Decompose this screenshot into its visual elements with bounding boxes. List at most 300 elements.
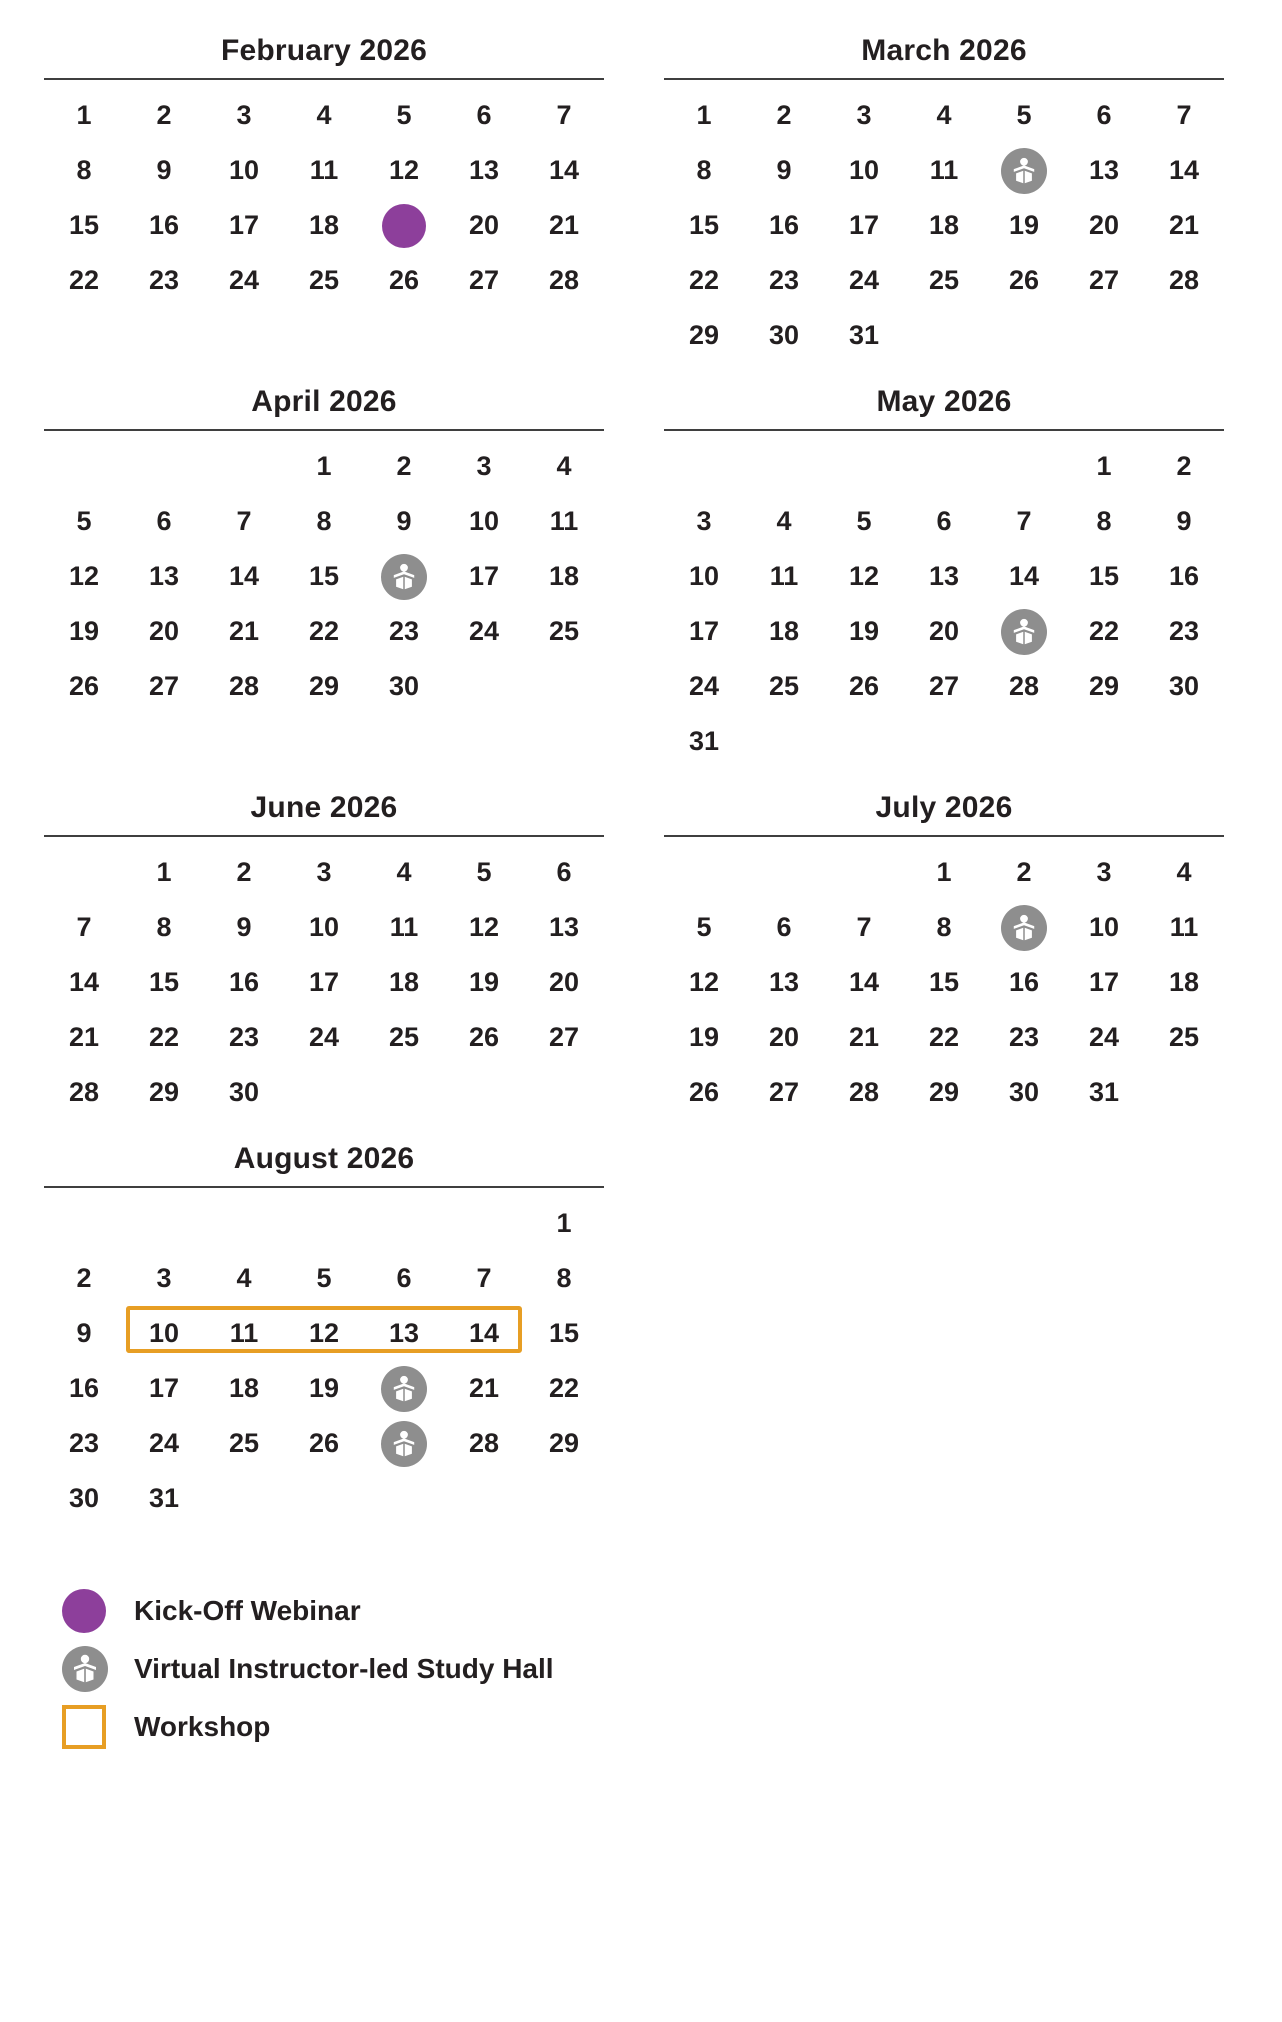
day-cell-1: 1	[696, 100, 712, 130]
day-cell-empty	[744, 714, 824, 769]
study-hall-icon	[1001, 609, 1047, 655]
workshop-icon	[48, 1705, 134, 1749]
day-cell-14: 14	[848, 967, 880, 997]
day-cell-13: 13	[1088, 155, 1120, 185]
day-cell-19[interactable]	[364, 198, 444, 253]
day-cell-11: 11	[309, 155, 339, 185]
day-cell-10: 10	[308, 912, 340, 942]
day-cell-6: 6	[1096, 100, 1112, 130]
day-cell-empty	[444, 1471, 524, 1526]
day-cell-empty	[444, 659, 524, 714]
day-cell-30: 30	[768, 320, 800, 350]
day-cell-26: 26	[68, 671, 100, 701]
day-cell-22: 22	[928, 1022, 960, 1052]
day-cell-22: 22	[148, 1022, 180, 1052]
month-title: May 2026	[876, 385, 1012, 418]
week-row	[44, 1065, 604, 1120]
study-hall-icon	[1001, 905, 1047, 951]
week-row	[44, 1306, 604, 1361]
month-divider	[44, 835, 604, 837]
month-divider	[44, 1186, 604, 1188]
day-cell-9: 9	[156, 155, 172, 185]
day-cell-24: 24	[848, 265, 880, 295]
day-cell-6: 6	[556, 857, 572, 887]
legend-label-workshop: Workshop	[134, 1711, 271, 1742]
day-cell-6: 6	[936, 506, 952, 536]
day-cell-26: 26	[468, 1022, 500, 1052]
legend-item-workshop	[48, 1698, 1238, 1756]
day-cell-6: 6	[156, 506, 172, 536]
week-row	[664, 143, 1224, 198]
study-hall-icon	[381, 1421, 427, 1467]
day-cell-12[interactable]	[984, 143, 1064, 198]
day-cell-24: 24	[148, 1428, 180, 1458]
day-cell-23: 23	[68, 1428, 100, 1458]
day-cell-5: 5	[76, 506, 92, 536]
day-cell-10: 10	[148, 1318, 180, 1348]
week-row	[44, 955, 604, 1010]
day-cell-19: 19	[468, 967, 500, 997]
legend-item-study-hall	[48, 1640, 1238, 1698]
day-cell-empty	[1064, 308, 1144, 363]
month-days-table	[44, 1196, 604, 1526]
day-cell-28: 28	[548, 265, 580, 295]
day-cell-26: 26	[848, 671, 880, 701]
day-cell-empty	[904, 439, 984, 494]
day-cell-15: 15	[548, 1318, 580, 1348]
day-cell-7: 7	[856, 912, 872, 942]
month-march-2026	[664, 34, 1224, 363]
day-cell-19: 19	[688, 1022, 720, 1052]
week-row	[664, 549, 1224, 604]
month-days-table	[44, 845, 604, 1120]
day-cell-13: 13	[768, 967, 800, 997]
week-row	[44, 900, 604, 955]
day-cell-27: 27	[1088, 265, 1120, 295]
day-cell-14: 14	[468, 1318, 500, 1348]
week-row	[44, 1471, 604, 1526]
day-cell-empty	[524, 1471, 604, 1526]
day-cell-12: 12	[688, 967, 720, 997]
month-divider	[44, 429, 604, 431]
day-cell-empty	[1064, 714, 1144, 769]
week-row	[664, 88, 1224, 143]
day-cell-18: 18	[388, 967, 420, 997]
day-cell-empty	[744, 845, 824, 900]
day-cell-20: 20	[468, 210, 500, 240]
week-row	[44, 143, 604, 198]
day-cell-16: 16	[148, 210, 180, 240]
day-cell-empty	[204, 1471, 284, 1526]
day-cell-1: 1	[316, 451, 332, 481]
day-cell-14: 14	[1168, 155, 1200, 185]
day-cell-24: 24	[688, 671, 720, 701]
day-cell-16: 16	[768, 210, 800, 240]
month-july-2026	[664, 791, 1224, 1120]
day-cell-11: 11	[389, 912, 419, 942]
month-days-table	[44, 439, 604, 714]
day-cell-30: 30	[68, 1483, 100, 1513]
day-cell-empty	[904, 308, 984, 363]
day-cell-empty	[364, 1196, 444, 1251]
day-cell-23: 23	[228, 1022, 260, 1052]
day-cell-27: 27	[928, 671, 960, 701]
day-cell-empty	[1144, 1065, 1224, 1120]
day-cell-27[interactable]	[364, 1416, 444, 1471]
day-cell-18: 18	[768, 616, 800, 646]
kickoff-webinar-marker[interactable]	[382, 204, 426, 248]
day-cell-3: 3	[316, 857, 332, 887]
day-cell-10: 10	[468, 506, 500, 536]
day-cell-15: 15	[1088, 561, 1120, 591]
day-cell-empty	[284, 1065, 364, 1120]
day-cell-17: 17	[1088, 967, 1120, 997]
day-cell-7: 7	[476, 1263, 492, 1293]
week-row	[664, 253, 1224, 308]
day-cell-empty	[664, 439, 744, 494]
week-row	[664, 659, 1224, 714]
day-cell-24: 24	[1088, 1022, 1120, 1052]
day-cell-empty	[744, 439, 824, 494]
day-cell-4: 4	[556, 451, 572, 481]
day-cell-9: 9	[396, 506, 412, 536]
day-cell-22: 22	[308, 616, 340, 646]
day-cell-28: 28	[1168, 265, 1200, 295]
day-cell-7: 7	[236, 506, 252, 536]
day-cell-25: 25	[388, 1022, 420, 1052]
day-cell-12: 12	[68, 561, 100, 591]
day-cell-28: 28	[68, 1077, 100, 1107]
day-cell-empty	[124, 439, 204, 494]
day-cell-10: 10	[848, 155, 880, 185]
study-hall-icon	[1001, 148, 1047, 194]
day-cell-22: 22	[1088, 616, 1120, 646]
day-cell-5: 5	[316, 1263, 332, 1293]
day-cell-empty	[204, 439, 284, 494]
day-cell-8: 8	[696, 155, 712, 185]
month-august-2026	[44, 1142, 604, 1526]
day-cell-12: 12	[468, 912, 500, 942]
day-cell-13: 13	[148, 561, 180, 591]
week-row	[44, 88, 604, 143]
day-cell-empty	[984, 439, 1064, 494]
day-cell-16: 16	[1168, 561, 1200, 591]
day-cell-13: 13	[548, 912, 580, 942]
study-hall-icon	[48, 1646, 134, 1692]
day-cell-30: 30	[228, 1077, 260, 1107]
day-cell-8: 8	[316, 506, 332, 536]
week-row	[664, 1065, 1224, 1120]
day-cell-empty	[284, 1471, 364, 1526]
day-cell-8: 8	[936, 912, 952, 942]
day-cell-17: 17	[308, 967, 340, 997]
day-cell-empty	[364, 1471, 444, 1526]
study-hall-icon	[381, 554, 427, 600]
day-cell-empty	[204, 1196, 284, 1251]
day-cell-19: 19	[308, 1373, 340, 1403]
day-cell-5: 5	[396, 100, 412, 130]
month-title: August 2026	[233, 1142, 415, 1175]
day-cell-empty	[824, 439, 904, 494]
day-cell-7: 7	[1176, 100, 1192, 130]
day-cell-8: 8	[156, 912, 172, 942]
day-cell-2: 2	[776, 100, 792, 130]
day-cell-20[interactable]	[364, 1361, 444, 1416]
day-cell-empty	[1144, 308, 1224, 363]
day-cell-19: 19	[68, 616, 100, 646]
month-june-2026	[44, 791, 604, 1120]
day-cell-2: 2	[76, 1263, 92, 1293]
week-row	[44, 494, 604, 549]
month-title: June 2026	[250, 791, 398, 824]
day-cell-21: 21	[1168, 210, 1200, 240]
day-cell-24: 24	[228, 265, 260, 295]
day-cell-29: 29	[548, 1428, 580, 1458]
day-cell-13: 13	[388, 1318, 420, 1348]
week-row	[664, 439, 1224, 494]
day-cell-31: 31	[688, 726, 720, 756]
legend	[44, 1582, 1238, 1756]
day-cell-18: 18	[928, 210, 960, 240]
day-cell-8: 8	[76, 155, 92, 185]
day-cell-empty	[524, 1065, 604, 1120]
day-cell-5: 5	[856, 506, 872, 536]
day-cell-12: 12	[388, 155, 420, 185]
day-cell-27: 27	[468, 265, 500, 295]
day-cell-22: 22	[688, 265, 720, 295]
day-cell-28: 28	[468, 1428, 500, 1458]
day-cell-28: 28	[228, 671, 260, 701]
week-row	[664, 494, 1224, 549]
day-cell-9: 9	[1176, 506, 1192, 536]
day-cell-14: 14	[68, 967, 100, 997]
day-cell-empty	[44, 1196, 124, 1251]
day-cell-21: 21	[548, 210, 580, 240]
day-cell-2: 2	[396, 451, 412, 481]
day-cell-11: 11	[929, 155, 959, 185]
day-cell-29: 29	[308, 671, 340, 701]
day-cell-13: 13	[928, 561, 960, 591]
day-cell-empty	[1144, 714, 1224, 769]
day-cell-15: 15	[688, 210, 720, 240]
day-cell-20: 20	[768, 1022, 800, 1052]
day-cell-18: 18	[228, 1373, 260, 1403]
week-row	[664, 308, 1224, 363]
day-cell-11: 11	[769, 561, 799, 591]
day-cell-empty	[984, 308, 1064, 363]
legend-label-kickoff-webinar: Kick-Off Webinar	[134, 1595, 361, 1626]
day-cell-22: 22	[548, 1373, 580, 1403]
day-cell-2: 2	[156, 100, 172, 130]
day-cell-31: 31	[1088, 1077, 1120, 1107]
day-cell-24: 24	[308, 1022, 340, 1052]
day-cell-2: 2	[1016, 857, 1032, 887]
day-cell-30: 30	[1168, 671, 1200, 701]
week-row	[44, 439, 604, 494]
day-cell-16[interactable]	[364, 549, 444, 604]
day-cell-5: 5	[476, 857, 492, 887]
day-cell-21[interactable]	[984, 604, 1064, 659]
month-april-2026	[44, 385, 604, 769]
day-cell-29: 29	[148, 1077, 180, 1107]
day-cell-29: 29	[928, 1077, 960, 1107]
week-row	[44, 604, 604, 659]
day-cell-27: 27	[548, 1022, 580, 1052]
day-cell-19: 19	[848, 616, 880, 646]
legend-item-kickoff-webinar	[48, 1582, 1238, 1640]
day-cell-empty	[904, 714, 984, 769]
day-cell-26: 26	[1008, 265, 1040, 295]
day-cell-3: 3	[1096, 857, 1112, 887]
day-cell-4: 4	[396, 857, 412, 887]
month-february-2026	[44, 34, 604, 363]
day-cell-17: 17	[848, 210, 880, 240]
day-cell-30: 30	[388, 671, 420, 701]
day-cell-1: 1	[556, 1208, 572, 1238]
day-cell-8: 8	[1096, 506, 1112, 536]
day-cell-9: 9	[236, 912, 252, 942]
day-cell-15: 15	[928, 967, 960, 997]
day-cell-17: 17	[468, 561, 500, 591]
day-cell-25: 25	[768, 671, 800, 701]
week-row	[664, 714, 1224, 769]
day-cell-15: 15	[308, 561, 340, 591]
day-cell-24: 24	[468, 616, 500, 646]
month-days-table	[664, 439, 1224, 769]
day-cell-30: 30	[1008, 1077, 1040, 1107]
day-cell-25: 25	[1168, 1022, 1200, 1052]
day-cell-2: 2	[236, 857, 252, 887]
month-days-table	[664, 88, 1224, 363]
day-cell-18: 18	[548, 561, 580, 591]
month-divider	[664, 429, 1224, 431]
day-cell-21: 21	[848, 1022, 880, 1052]
day-cell-empty	[44, 845, 124, 900]
day-cell-29: 29	[1088, 671, 1120, 701]
day-cell-3: 3	[476, 451, 492, 481]
week-row	[664, 955, 1224, 1010]
day-cell-empty	[364, 1065, 444, 1120]
day-cell-23: 23	[768, 265, 800, 295]
day-cell-empty	[984, 714, 1064, 769]
day-cell-empty	[44, 439, 124, 494]
week-row	[44, 845, 604, 900]
day-cell-11: 11	[549, 506, 579, 536]
day-cell-4: 4	[1176, 857, 1192, 887]
day-cell-12: 12	[848, 561, 880, 591]
day-cell-12: 12	[308, 1318, 340, 1348]
day-cell-empty	[824, 845, 904, 900]
week-row	[44, 1416, 604, 1471]
week-row	[44, 549, 604, 604]
day-cell-empty	[124, 1196, 204, 1251]
day-cell-20: 20	[928, 616, 960, 646]
month-divider	[664, 835, 1224, 837]
month-days-table	[664, 845, 1224, 1120]
day-cell-empty	[284, 1196, 364, 1251]
day-cell-9[interactable]	[984, 900, 1064, 955]
day-cell-4: 4	[236, 1263, 252, 1293]
day-cell-20: 20	[148, 616, 180, 646]
day-cell-9: 9	[76, 1318, 92, 1348]
week-row	[44, 198, 604, 253]
day-cell-10: 10	[228, 155, 260, 185]
day-cell-15: 15	[68, 210, 100, 240]
week-row	[44, 1361, 604, 1416]
day-cell-31: 31	[148, 1483, 180, 1513]
day-cell-17: 17	[228, 210, 260, 240]
week-row	[44, 1196, 604, 1251]
day-cell-26: 26	[388, 265, 420, 295]
month-may-2026	[664, 385, 1224, 769]
day-cell-4: 4	[316, 100, 332, 130]
day-cell-18: 18	[1168, 967, 1200, 997]
day-cell-14: 14	[548, 155, 580, 185]
day-cell-31: 31	[848, 320, 880, 350]
day-cell-9: 9	[776, 155, 792, 185]
day-cell-25: 25	[928, 265, 960, 295]
day-cell-empty	[444, 1196, 524, 1251]
day-cell-8: 8	[556, 1263, 572, 1293]
week-row	[664, 845, 1224, 900]
day-cell-17: 17	[688, 616, 720, 646]
day-cell-26: 26	[688, 1077, 720, 1107]
day-cell-20: 20	[548, 967, 580, 997]
day-cell-1: 1	[1096, 451, 1112, 481]
month-days-table	[44, 88, 604, 308]
day-cell-3: 3	[696, 506, 712, 536]
month-divider	[44, 78, 604, 80]
day-cell-10: 10	[688, 561, 720, 591]
week-row	[44, 1251, 604, 1306]
day-cell-29: 29	[688, 320, 720, 350]
day-cell-28: 28	[1008, 671, 1040, 701]
day-cell-1: 1	[156, 857, 172, 887]
day-cell-6: 6	[476, 100, 492, 130]
day-cell-10: 10	[1088, 912, 1120, 942]
day-cell-27: 27	[148, 671, 180, 701]
study-hall-icon	[381, 1366, 427, 1412]
day-cell-6: 6	[776, 912, 792, 942]
day-cell-4: 4	[936, 100, 952, 130]
week-row	[44, 1010, 604, 1065]
day-cell-23: 23	[1168, 616, 1200, 646]
day-cell-1: 1	[936, 857, 952, 887]
day-cell-1: 1	[76, 100, 92, 130]
day-cell-empty	[664, 845, 744, 900]
day-cell-21: 21	[68, 1022, 100, 1052]
day-cell-6: 6	[396, 1263, 412, 1293]
day-cell-20: 20	[1088, 210, 1120, 240]
day-cell-11: 11	[1169, 912, 1199, 942]
month-title: March 2026	[861, 34, 1027, 67]
day-cell-14: 14	[1008, 561, 1040, 591]
day-cell-22: 22	[68, 265, 100, 295]
day-cell-3: 3	[856, 100, 872, 130]
month-divider	[664, 78, 1224, 80]
day-cell-18: 18	[308, 210, 340, 240]
day-cell-14: 14	[228, 561, 260, 591]
month-title: July 2026	[875, 791, 1013, 824]
day-cell-25: 25	[308, 265, 340, 295]
day-cell-5: 5	[696, 912, 712, 942]
legend-label-study-hall: Virtual Instructor-led Study Hall	[134, 1653, 554, 1684]
day-cell-11: 11	[229, 1318, 259, 1348]
day-cell-7: 7	[1016, 506, 1032, 536]
day-cell-4: 4	[776, 506, 792, 536]
day-cell-23: 23	[388, 616, 420, 646]
day-cell-2: 2	[1176, 451, 1192, 481]
